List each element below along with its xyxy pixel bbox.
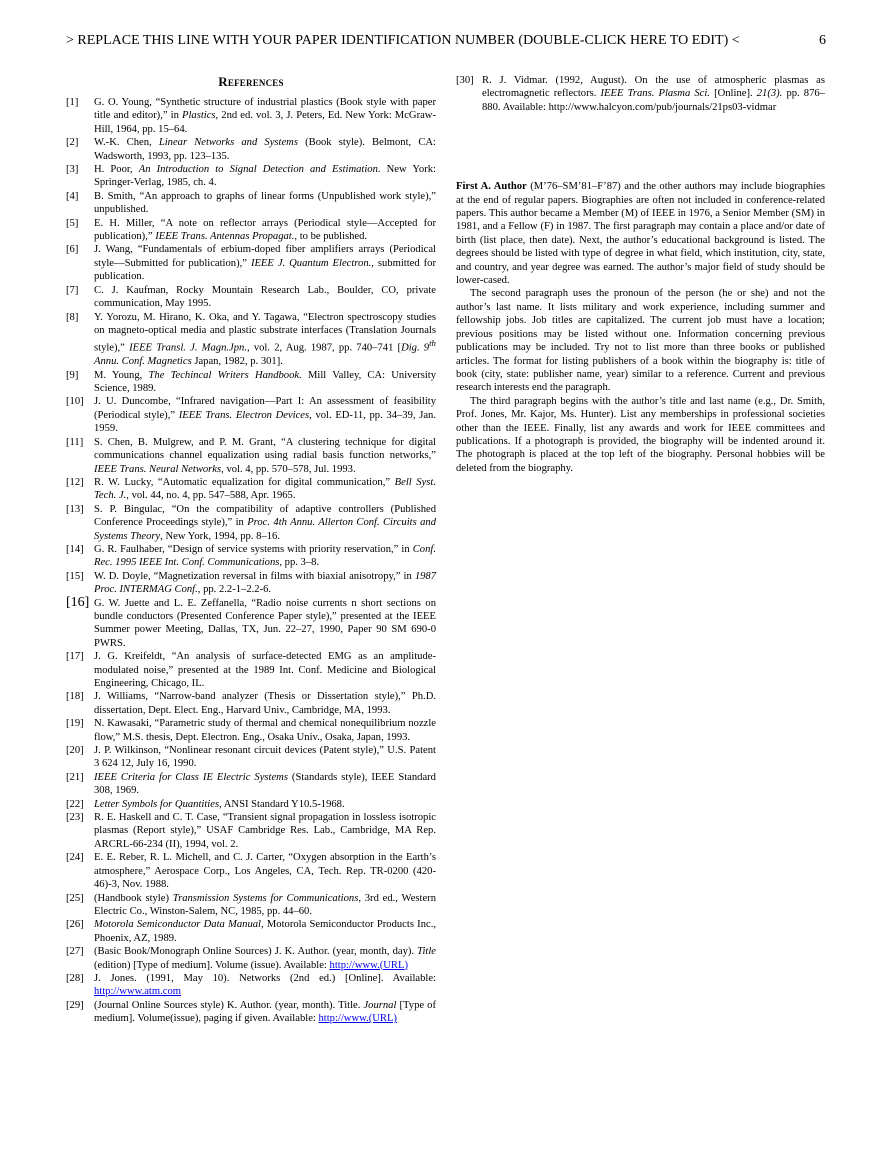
reference-number: [8]	[66, 311, 79, 323]
reference-number: [30]	[456, 75, 474, 86]
reference-text: , vol. 2, Aug. 1987, pp. 740–741 [	[246, 342, 402, 354]
reference-item	[66, 436, 436, 476]
reference-number: [22]	[66, 798, 84, 810]
reference-text: IEEE Standard 308, 1969.	[94, 771, 436, 797]
reference-italic-text: IEEE Trans. Antennas Propagat.	[155, 231, 295, 243]
reference-text: R. J. Vidmar. (1992, August). On the use of atmospheric plasmas as electromagnetic reflectors.	[482, 75, 825, 100]
page-number: 6	[819, 33, 826, 48]
reference-text: H. Poor,	[94, 164, 139, 176]
reference-item	[66, 892, 436, 919]
reference-text: J. Williams, “Narrow-band analyzer (Thesis or Dissertation style),” Ph.D. dissertation, Dept. Elect. Eng., Harvard Univ., Cambridge, MA, 1993.	[94, 691, 436, 716]
reference-number: [1]	[66, 97, 79, 108]
reference-italic-text: Proc. 4th Annu. Allerton Conf. Circuits and Systems Theory	[94, 517, 436, 542]
reference-text: E. H. Miller, “A note on reflector arrays (Periodical style—Accepted for publication),”	[94, 217, 436, 243]
reference-item	[66, 811, 436, 851]
reference-text: M. Young,	[94, 369, 149, 381]
reference-text: J. Wang, “Fundamentals of erbium-doped fiber amplifiers arrays (Periodical style—Submitted for publication),”	[94, 244, 436, 269]
reference-text: W.-K. Chen,	[94, 137, 159, 149]
reference-link[interactable]: http://www.(URL)	[329, 959, 408, 971]
reference-text: , vol. 4, pp. 570–578, Jul. 1993.	[221, 463, 356, 475]
reference-text: 3rd ed., Western Electric Co., Winston-Salem, NC, 1985, pp. 44–60.	[94, 892, 436, 917]
reference-text: J. P. Wilkinson, “Nonlinear resonant circuit devices (Patent style),” U.S. Patent 3 624 12, July 16, 1990.	[94, 745, 436, 770]
reference-text: Japan, 1982, p. 301].	[191, 356, 283, 368]
reference-text: J. U. Duncombe, “Infrared navigation—Part I: An assessment of feasibility (Periodical style),”	[94, 396, 436, 421]
reference-italic-text: IEEE Trans. Plasma Sci.	[600, 88, 710, 100]
reference-item	[66, 744, 436, 771]
reference-italic-text: Dig. 9	[401, 342, 430, 354]
reference-number: [3]	[66, 164, 79, 176]
reference-text: , ANSI Standard Y10.5-1968.	[219, 798, 345, 810]
reference-item	[66, 594, 436, 651]
reference-item	[66, 945, 436, 972]
reference-number: [5]	[66, 217, 79, 229]
references-heading: References	[218, 74, 284, 89]
reference-italic-text: Bell Syst. Tech. J.	[94, 476, 436, 502]
reference-text: , vol. 44, no. 4, pp. 547–588, Apr. 1965.	[126, 490, 296, 502]
reference-italic-text: Plastics	[181, 110, 216, 122]
reference-item	[66, 284, 436, 311]
reference-text: [Online].	[709, 88, 757, 100]
reference-text: S. Chen, B. Mulgrew, and P. M. Grant, “A clustering technique for digital communications channel equalization using radial basis function networks,”	[94, 436, 436, 462]
reference-superscript: th	[429, 338, 436, 349]
reference-list-continued	[456, 74, 825, 114]
reference-number: [14]	[66, 543, 84, 555]
reference-item	[66, 972, 436, 999]
reference-text: (Journal Online Sources style) K. Author. (year, month). Title.	[94, 999, 364, 1011]
reference-item	[66, 503, 436, 543]
reference-number: [7]	[66, 284, 79, 296]
reference-number: [28]	[66, 972, 84, 984]
reference-item	[66, 851, 436, 891]
right-column	[456, 74, 825, 475]
reference-number: [25]	[66, 892, 84, 904]
reference-number: [6]	[66, 244, 79, 256]
reference-text: J. G. Kreifeldt, “An analysis of surface-detected EMG as an amplitude-modulated noise,” presented at the 1989 Int. Conf. Medicine and Biological Engineering, Chicago, IL.	[94, 651, 436, 689]
reference-number: [12]	[66, 476, 84, 488]
reference-item	[66, 476, 436, 503]
reference-italic-text: IEEE Criteria for Class IE Electric Systems	[94, 771, 288, 783]
reference-text: , vol. ED-11, pp. 34–39, Jan. 1959.	[94, 409, 436, 435]
reference-number: [10]	[66, 396, 84, 408]
reference-text: E. E. Reber, R. L. Michell, and C. J. Carter, “Oxygen absorption in the Earth’s atmosphere,” Aerospace Corp., Los Angeles, CA, Tech. Rep. TR-0200 (420-46)-3, Nov. 1988.	[94, 852, 436, 891]
reference-text: J. Jones. (1991, May 10). Networks (2nd ed.) [Online]. Available:	[94, 972, 436, 984]
author-biography	[456, 180, 825, 475]
reference-text: [Type of medium]. Volume(issue), paging if given. Available:	[94, 999, 436, 1025]
reference-number: [19]	[66, 718, 84, 730]
biography-paragraph-1	[456, 180, 825, 287]
reference-italic-text: Title	[417, 946, 436, 958]
reference-text: G. W. Juette and L. E. Zeffanella, “Radio noise currents n short sections on bundle conductors (Presented Conference Paper style),” presented at the IEEE Summer power Meeting, Dallas, TX, Jun. 22–27, 1990, Paper 90 SM 690-0 PWRS.	[94, 597, 436, 649]
reference-text: G. R. Faulhaber, “Design of service systems with priority reservation,” in	[94, 543, 413, 555]
reference-item	[66, 570, 436, 597]
reference-number: [15]	[66, 570, 84, 582]
reference-item	[66, 717, 436, 744]
reference-item	[66, 369, 436, 396]
biography-paragraph-2-text: The second paragraph uses the pronoun of the person (he or she) and not the author’s last name. It lists military and work experience, including summer and fellowship jobs. Job titles are capitalized. The current job must have a location; previous positions may be listed without one. Information concerning previous publications may be included. Try not to list more than three books or published articles. The format for listing publishers of a book within the biography is: title of book (city, state: publisher name, year) similar to a reference. Current and previous research interests end the paragraph.	[456, 288, 825, 394]
reference-number: [23]	[66, 812, 84, 824]
reference-italic-text: Conf. Rec. 1995 IEEE Int. Conf. Communications,	[94, 543, 436, 569]
reference-text: R. W. Lucky, “Automatic equalization for digital communication,”	[94, 476, 395, 488]
reference-text: , submitted for publication.	[94, 257, 436, 283]
reference-italic-text: IEEE J. Quantum Electron.	[250, 257, 372, 269]
reference-number: [2]	[66, 137, 79, 149]
reference-italic-text: Journal	[363, 999, 397, 1011]
reference-italic-text: 21(3).	[756, 88, 783, 100]
reference-item	[66, 918, 436, 945]
reference-italic-text: Motorola Semiconductor Data Manual,	[94, 919, 264, 931]
biography-paragraph-1-text: (M’76–SM’81–F’87) and the other authors may include biographies at the end of regular papers. Biographies are often not included in conference-related papers. This author became a Member (M) of IEEE in 1976, a Senior Member (SM) in 1981, and a Fellow (F) in 1987. The first paragraph may contain a place and/or date of birth (list place, then date). Next, the author’s educational background is listed. The degrees should be listed with type of degree in what field, which institution, city, state, and country, and year degree was earned. The author’s major field of study should be lower-cased.	[456, 181, 825, 287]
reference-number: [29]	[66, 999, 84, 1011]
reference-number: [27]	[66, 946, 84, 958]
reference-text: (Standards style)	[287, 771, 365, 783]
reference-italic-text: The Techincal Writers Handbook.	[148, 369, 302, 381]
reference-text: Mill Valley, CA: University Science, 1989.	[94, 369, 437, 395]
reference-number: [4]	[66, 190, 79, 202]
reference-item	[456, 74, 825, 114]
reference-item	[66, 650, 436, 690]
reference-text: (Book style). Belmont, CA: Wadsworth, 1993, pp. 123–135.	[94, 137, 436, 162]
reference-text: pp. 876–880. Available: http://www.halcyon.com/pub/journals/21ps03-vidmar	[482, 88, 825, 113]
reference-item	[66, 771, 436, 798]
reference-item	[66, 136, 436, 163]
reference-italic-text: Letter Symbols for Quantities	[94, 798, 220, 810]
reference-item	[66, 163, 436, 190]
left-column	[66, 74, 436, 1026]
reference-list	[66, 96, 436, 1026]
reference-item	[66, 395, 436, 435]
reference-text: Y. Yorozu, M. Hirano, K. Oka, and Y. Tagawa, “Electron spectroscopy studies on magneto-optical media and plastic substrate interfaces (Translation Journals style),”	[94, 311, 436, 354]
reference-text: W. D. Doyle, “Magnetization reversal in films with biaxial anisotropy,” in	[94, 570, 415, 582]
reference-text: pp. 3–8.	[282, 557, 320, 569]
reference-text: Motorola Semiconductor Products Inc., Phoenix, AZ, 1989.	[94, 919, 436, 944]
reference-text: C. J. Kaufman, Rocky Mountain Research Lab., Boulder, CO, private communication, May 1995.	[94, 284, 436, 310]
reference-number: [11]	[66, 436, 84, 448]
reference-italic-text: An Introduction to Signal Detection and Estimation	[138, 164, 378, 176]
reference-item	[66, 690, 436, 717]
reference-italic-text: IEEE Trans. Neural Networks	[94, 463, 222, 475]
reference-text: , New York, 1994, pp. 8–16.	[160, 530, 280, 542]
reference-text: , pp. 2.2-1–2.2-6.	[197, 584, 272, 596]
biography-paragraph-3-text: The third paragraph begins with the author’s title and last name (e.g., Dr. Smith, Prof. Jones, Mr. Kajor, Ms. Hunter). List any memberships in professional societies other than the IEEE. Finally, list any awards and work for IEEE committees and publications. If a photograph is provided, the biography will be indented around it. The photograph is placed at the top left of the biography. Personal hobbies will be deleted from the biography.	[456, 395, 825, 474]
reference-item	[66, 543, 436, 570]
reference-text: (Handbook style)	[94, 892, 173, 904]
reference-link[interactable]: http://www.(URL)	[318, 1013, 397, 1025]
reference-item	[66, 243, 436, 283]
reference-number: [24]	[66, 852, 84, 864]
reference-number: [16]	[66, 594, 90, 610]
reference-link[interactable]: http://www.atm.com	[94, 986, 181, 998]
reference-item	[66, 190, 436, 217]
paper-id-placeholder[interactable]: > REPLACE THIS LINE WITH YOUR PAPER IDENTIFICATION NUMBER (DOUBLE-CLICK HERE TO EDIT) <	[66, 33, 740, 48]
reference-italic-text: IEEE Transl. J. Magn.Jpn.	[129, 342, 247, 354]
reference-text: N. Kawasaki, “Parametric study of thermal and chemical nonequilibrium nozzle flow,” M.S. thesis, Dept. Electron. Eng., Osaka Univ., Osaka, Japan, 1993.	[94, 718, 436, 743]
biography-paragraph-2	[456, 287, 825, 394]
reference-item	[66, 999, 436, 1026]
reference-number: [13]	[66, 503, 84, 515]
reference-text: . New York: Springer-Verlag, 1985, ch. 4.	[94, 164, 436, 189]
reference-text: , 2nd ed. vol. 3, J. Peters, Ed. New York: McGraw-Hill, 1964, pp. 15–64.	[94, 110, 436, 135]
reference-number: [26]	[66, 919, 84, 931]
reference-item	[66, 311, 436, 369]
reference-italic-text: Annu. Conf. Magnetics	[94, 356, 192, 368]
reference-item	[66, 217, 436, 244]
biography-paragraph-3	[456, 395, 825, 475]
reference-italic-text: 1987 Proc. INTERMAG Conf.	[94, 570, 436, 596]
reference-number: [17]	[66, 651, 84, 663]
reference-number: [9]	[66, 369, 79, 381]
reference-italic-text: ,	[364, 771, 368, 783]
reference-number: [18]	[66, 691, 84, 703]
reference-text: R. E. Haskell and C. T. Case, “Transient signal propagation in lossless isotropic plasmas (Report style),” USAF Cambridge Res. Lab., Cambridge, MA Rep. ARCRL-66-234 (II), 1994, vol. 2.	[94, 812, 436, 850]
reference-number: [21]	[66, 771, 84, 783]
reference-italic-text: Linear Networks and Systems	[158, 137, 298, 149]
reference-text: , to be published.	[294, 231, 368, 243]
reference-italic-text: IEEE Trans. Electron Devices	[178, 409, 310, 421]
reference-item	[66, 96, 436, 136]
reference-number: [20]	[66, 745, 84, 757]
reference-text: B. Smith, “An approach to graphs of linear forms (Unpublished work style),” unpublished.	[94, 190, 436, 216]
author-name: First A. Author	[456, 181, 527, 193]
reference-item	[66, 798, 436, 811]
reference-text: S. P. Bingulac, “On the compatibility of adaptive controllers (Published Conference Proceedings style),” in	[94, 503, 436, 529]
reference-text: G. O. Young, “Synthetic structure of industrial plastics (Book style with paper title and editor),” in	[94, 97, 436, 122]
reference-text: (edition) [Type of medium]. Volume (issue). Available:	[94, 959, 330, 971]
reference-italic-text: Transmission Systems for Communications,	[172, 892, 361, 904]
reference-text: (Basic Book/Monograph Online Sources) J. K. Author. (year, month, day).	[94, 946, 418, 958]
